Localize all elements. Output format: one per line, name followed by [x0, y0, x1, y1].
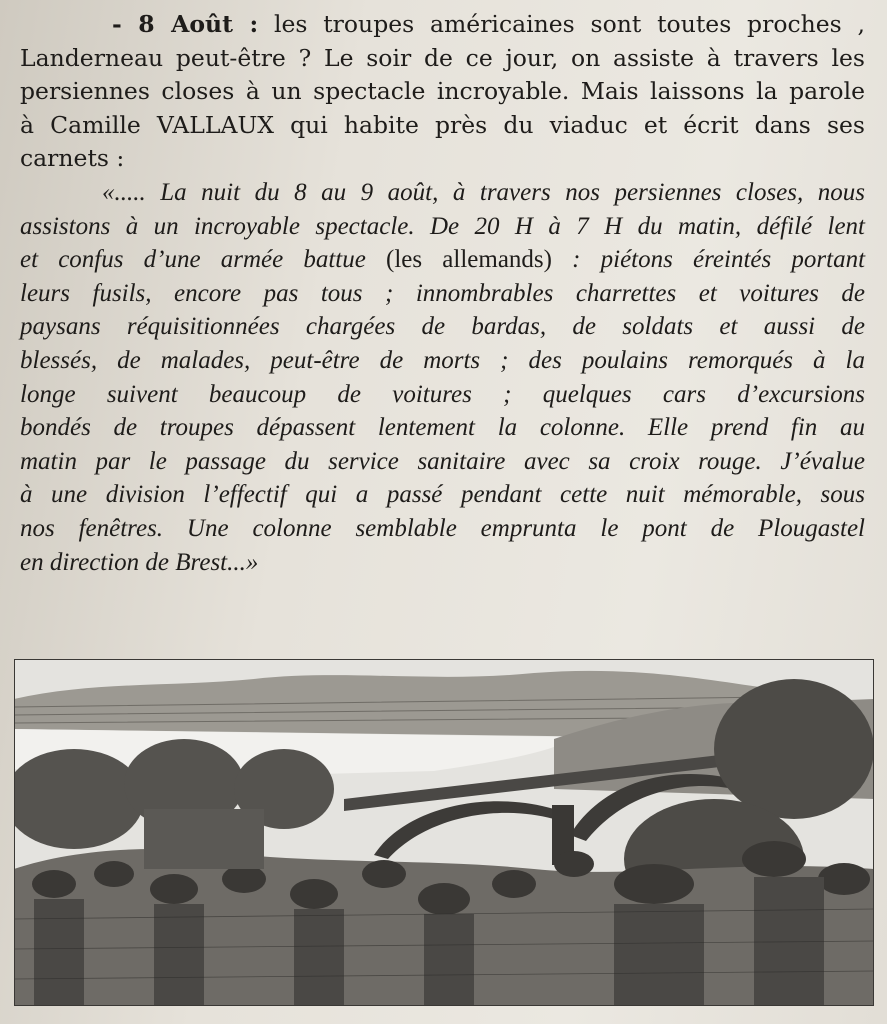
- quote-line: blessés, de malades, peut-être de morts ; des poulains remorqués à la: [20, 346, 865, 374]
- quote-line: bondés de troupes dépassent lentement la colonne. Elle prend fin au: [20, 414, 865, 442]
- quote-line: longe suivent beaucoup de voitures ; quelques cars d’excursions: [20, 380, 865, 408]
- quote-text: et confus d’une armée battue: [20, 246, 387, 274]
- paragraph-line: carnets :: [20, 144, 125, 173]
- paragraph-line: persiennes closes à un spectacle incroyable. Mais laissons la parole: [20, 77, 865, 106]
- paragraph-line: Landerneau peut-être ? Le soir de ce jour, on assiste à travers les: [20, 43, 865, 72]
- aside-text: (les allemands): [386, 246, 552, 274]
- paragraph-line: [20, 8, 865, 42]
- quote-line: «..... La nuit du 8 au 9 août, à travers nos persiennes closes, nous: [102, 178, 865, 206]
- quote-line: leurs fusils, encore pas tous ; innombrables charrettes et voitures de: [20, 279, 865, 307]
- quote-line: à une division l’effectif qui a passé pendant cette nuit mémorable, sous: [20, 481, 865, 509]
- quote-line: nos fenêtres. Une colonne semblable emprunta le pont de Plougastel: [20, 514, 865, 542]
- quote-line: matin par le passage du service sanitaire avec sa croix rouge. J’évalue: [20, 447, 865, 475]
- quote-line: [20, 243, 865, 277]
- bridge-illustration: [14, 659, 874, 1006]
- quote-line: paysans réquisitionnées chargées de bardas, de soldats et aussi de: [20, 313, 865, 341]
- text-block: [20, 8, 865, 579]
- paragraph-line: à Camille VALLAUX qui habite près du viaduc et écrit dans ses: [20, 110, 865, 139]
- quote-line: assistons à un incroyable spectacle. De 20 H à 7 H du matin, défilé lent: [20, 212, 865, 240]
- quote-text: : piétons éreintés portant: [551, 246, 866, 274]
- cart: [144, 809, 264, 869]
- line-text: les troupes américaines sont toutes proches ,: [258, 10, 865, 38]
- date-heading: - 8 Août :: [112, 10, 259, 38]
- quote-line: en direction de Brest...»: [20, 548, 259, 576]
- illustration: [14, 659, 874, 1006]
